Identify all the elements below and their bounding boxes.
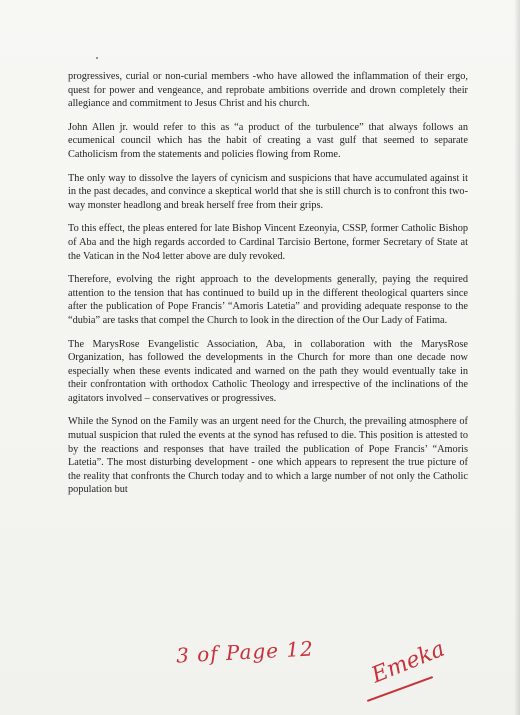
handwritten-page-note: 3 of Page 12 (175, 636, 315, 668)
paragraph-3: The only way to dissolve the layers of cynicism and suspicions that have accumulated against it in the past decades, and convince a skeptical world that she is still church is to confront this two-way monster headlong and break herself free from their grips. (68, 172, 468, 211)
handwritten-signature: Emeka (368, 636, 449, 689)
paragraph-4: To this effect, the pleas entered for late Bishop Vincent Ezeonyia, CSSP, former Catholic Bishop of Aba and the high regards accorded to Cardinal Tarcisio Bertone, former Secretary of State at the Vatican in the No4 letter above are duly revoked. (68, 223, 468, 262)
paragraph-7: While the Synod on the Family was an urgent need for the Church, the prevailing atmosphere of mutual suspicion that ruled the events at the synod has refused to die. This position is attested to by the reactions and responses that have trailed the publication of Pope Francis’ “Amoris Latetia”. The most disturbing development - one which appears to represent the true picture of the reality that confronts the Church today and to which a large number of not only the Catholic population but (68, 416, 468, 496)
paragraph-1: progressives, curial or non-curial members -who have allowed the inflammation of their ergo, quest for power and vengeance, and reprobate ambitions override and drown completely their allegiance and commitment to Jesus Christ and his church. (68, 71, 468, 110)
document-body (68, 70, 468, 507)
page-edge-shadow (514, 0, 520, 715)
paragraph-5: Therefore, evolving the right approach to the developments generally, paying the required attention to the tension that has continued to build up in the different theological quarters since after the publication of Pope Francis’ “Amoris Latetia” and providing adequate response to the “dubia” are tasks that compel the Church to look in the direction of the Our Lady of Fatima. (68, 274, 468, 326)
paragraph-6: The MarysRose Evangelistic Association, Aba, in collaboration with the MarysRose Organization, has followed the developments in the Church for more than one decade now especially when these events indicated and warned on the path they would eventually take in their confrontation with orthodox Catholic Theology and irrespective of the inclinations of the agitators involved – conservatives or progressives. (68, 338, 468, 404)
scan-speck (96, 57, 98, 59)
paragraph-2: John Allen jr. would refer to this as “a product of the turbulence” that always follows an ecumenical council which has the habit of creating a vast gulf that seemed to separate Catholicism from the statements and policies flowing from Rome. (68, 121, 468, 160)
